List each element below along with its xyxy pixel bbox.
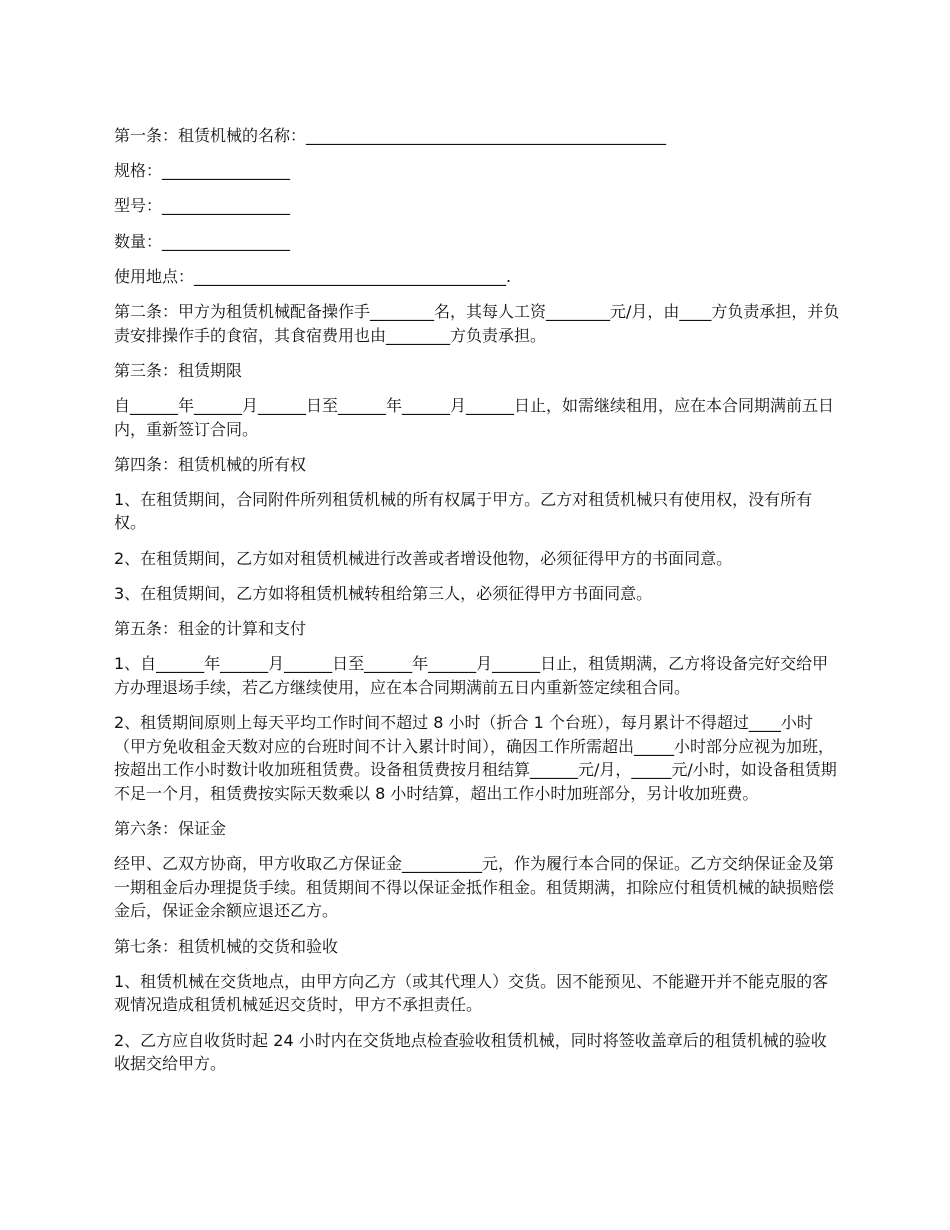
field-model: 型号：________________ [114, 196, 291, 216]
clause-4-item-3: 3、在租赁期间，乙方如将租赁机械转租给第三人，必须征得甲方书面同意。 [114, 583, 653, 603]
clause-4-heading: 第四条：租赁机械的所有权 [114, 454, 307, 474]
clause-7-item-1: 1、租赁机械在交货地点，由甲方向乙方（或其代理人）交货。因不能预见、不能避开并不能克服的客观情况造成租赁机械延迟交货时，甲方不承担责任。 [114, 971, 829, 1015]
clause-7-item-2: 2、乙方应自收货时起 24 小时内在交货地点检查验收租赁机械，同时将签收盖章后的租赁机械的验收收据交给甲方。 [114, 1030, 827, 1074]
contract-document [114, 124, 840, 1087]
clause-5-heading: 第五条：租金的计算和支付 [114, 619, 307, 639]
clause-5-item-2: 2、租赁期间原则上每天平均工作时间不超过 8 小时（折合 1 个台班），每月累计不得超过____小时（甲方免收租金天数对应的台班时间不计入累计时间），确因工作所需超出_____小时部分应视为加班，按超出工作小时数计收加班租赁费。设备租赁费按月租结算______元/月，_____元/小时，如设备租赁期不足一个月，租赁费按实际天数乘以 8 小时结算，超出工作小时加班部分，另计收加班费。 [114, 713, 837, 803]
clause-6-deposit: 经甲、乙双方协商，甲方收取乙方保证金__________元，作为履行本合同的保证。乙方交纳保证金及第一期租金后办理提货手续。租赁期间不得以保证金抵作租金。租赁期满，扣除应付租赁机械的缺损赔偿金后，保证金余额应退还乙方。 [114, 854, 835, 921]
field-specification: 规格：________________ [114, 161, 291, 181]
clause-3-term: 自______年______月______日至______年______月______日止，如需继续租用，应在本合同期满前五日内，重新签订合同。 [114, 395, 835, 439]
clause-4-item-1: 1、在租赁期间，合同附件所列租赁机械的所有权属于甲方。乙方对租赁机械只有使用权，没有所有权。 [114, 489, 813, 533]
field-location: 使用地点：_______________________________________. [114, 266, 512, 286]
clause-4-item-2: 2、在租赁期间，乙方如对租赁机械进行改善或者增设他物，必须征得甲方的书面同意。 [114, 548, 733, 568]
clause-7-heading: 第七条：租赁机械的交货和验收 [114, 936, 339, 956]
clause-2-operator: 第二条：甲方为租赁机械配备操作手________名，其每人工资________元/月，由____方负责承担，并负责安排操作手的食宿，其食宿费用也由________方负责承担。 [114, 301, 840, 345]
clause-6-heading: 第六条：保证金 [114, 818, 227, 838]
field-quantity: 数量：________________ [114, 231, 291, 251]
clause-1-machine-name: 第一条：租赁机械的名称：_____________________________________________ [114, 126, 667, 145]
clause-3-heading: 第三条：租赁期限 [114, 360, 243, 380]
clause-5-item-1: 1、自______年______月______日至______年______月______日止，租赁期满，乙方将设备完好交给甲方办理退场手续，若乙方继续使用，应在本合同期满前五日内重新签定续租合同。 [114, 654, 829, 697]
